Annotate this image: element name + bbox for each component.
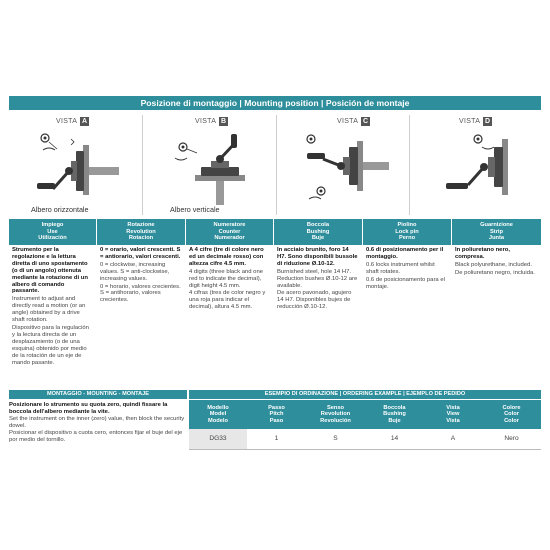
view-b-label: VISTA (195, 118, 217, 125)
mounting-position-banner: Posizione di montaggio | Mounting position | Posición de montaje (9, 96, 541, 110)
view-d-letter: D (485, 118, 491, 125)
order-value-bushing: 14 (390, 435, 399, 442)
order-col-pitch: Passo Pitch Paso (268, 404, 285, 424)
mounting-instructions: Posizionare lo strumento su quota zero, quindi fissare la boccola dell'albero mediante la vite. Set the instrument on the inner (zero) value, then block the security dowel. Posicionar el dispositivo a cuota cero, entonces fijar el buje del eje por medio del tornillo. (9, 402, 185, 443)
vertical-shaft-drawing (173, 131, 263, 206)
header-revolution: Rotazione Revolution Rotacion (97, 219, 186, 245)
order-col-revolution: Senso Revolution Revolución (320, 404, 351, 424)
view-b (143, 111, 276, 218)
view-b-caption: Albero verticale (170, 205, 220, 214)
header-strip: Guarnizione Strip Junta (480, 222, 513, 242)
header-lock-pin: Piolino Lock pin Perno (363, 219, 452, 245)
view-d (410, 111, 541, 218)
order-value-model: DG33 (189, 429, 247, 449)
bushing-description: In acciaio brunito, foro 14 H7. Sono disponibili bussole di riduzione Ø.10-12. Burnished steel, hole 14 H7. Reduction bushes Ø.10-12 are available. De acero pavonado, agujero 14 H7. Disponibles bujes de reducción Ø.10-12. (277, 247, 358, 311)
view-c-drawing (301, 131, 391, 206)
header-counter: Numeratore Counter Numerador (186, 219, 274, 245)
lock-pin-description: 0.6 di posizionamento per il montaggio. 0.6 locks instrument whilst shaft rotates. 0.6 de posicionamento para el montaje. (366, 247, 445, 290)
strip-description: In poliuretano nero, compresa. Black polyurethane, included. De poliuretano negro, incluida. (455, 247, 535, 276)
order-col-model: Modello Model Modelo (207, 404, 229, 424)
view-d-drawing (434, 131, 524, 206)
header-bushing: Boccola Bushing Buje (274, 219, 363, 245)
view-a (9, 111, 142, 218)
spec-table-header (9, 219, 541, 245)
order-col-bushing: Boccola Bushing Buje (383, 404, 406, 424)
view-b-letter: B (221, 118, 227, 125)
counter-description: A 4 cifre (tre di colore nero ed un decimale rosso) con altezza cifre 4.5 mm. 4 digits (three black and one red to indicate the decimal), digit height 4.5 mm. 4 cifras (tres de color negro y una roja para indicar el decimal), altura 4.5 mm. (189, 247, 266, 311)
order-value-revolution: S (333, 435, 338, 442)
view-c (277, 111, 409, 218)
order-value-color: Nero (504, 435, 519, 442)
view-c-label: VISTA (337, 118, 359, 125)
header-use: Impiego Use Utilización (9, 219, 97, 245)
revolution-description: 0 = orario, valori crescenti. S = antiorario, valori crescenti. 0 = clockwise, increasing values. S = anti-clockwise, increasing values. 0 = horario, valores crecientes. S = antihorario, valores crecientes. (100, 247, 181, 304)
order-value-view: A (450, 435, 456, 442)
mounting-views (9, 111, 541, 218)
ordering-table-header (189, 400, 541, 429)
ordering-example-header: ESEMPIO DI ORDINAZIONE | ORDERING EXAMPLE | EJEMPLO DE PEDIDO (189, 390, 541, 399)
view-a-label: VISTA (56, 118, 78, 125)
view-a-letter: A (82, 118, 88, 125)
ordering-table-row (189, 429, 541, 450)
mounting-header: MONTAGGIO - MOUNTING - MONTAJE (9, 390, 187, 399)
horizontal-shaft-drawing (31, 131, 121, 206)
view-a-caption: Albero orizzontale (31, 205, 89, 214)
spec-table-body (9, 247, 541, 385)
order-col-color: Colore Color Color (502, 404, 521, 424)
view-d-label: VISTA (459, 118, 481, 125)
view-c-letter: C (363, 118, 369, 125)
order-value-pitch: 1 (274, 435, 279, 442)
order-col-view: Vista View Vista (446, 404, 460, 424)
use-description: Strumento per la regolazione e la lettura diretta di uno spostamento (o di un angolo) ottenuta mediante la rotazione di un albero di comando passante. Instrument to adjust and directly read a motion (or an angle) obtained by a drive shaft rotation. Dispositivo para la regulación y la lectura directa de un desplazamiento (o de una esquina) obtenido por medio de la rotación de un eje de mando pasante. (12, 247, 89, 366)
